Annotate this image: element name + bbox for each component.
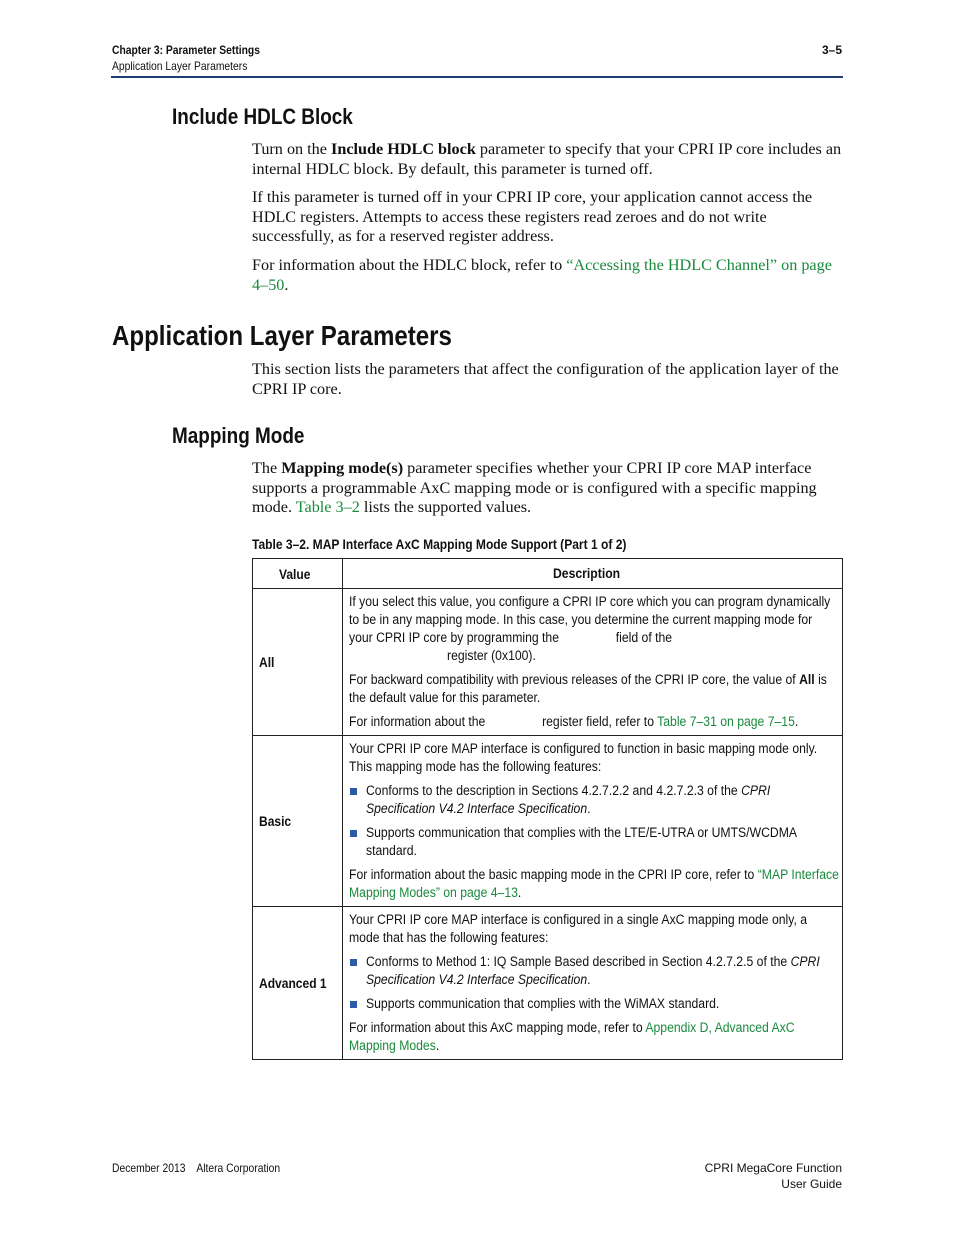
all-d3-post: . bbox=[794, 714, 799, 730]
map-interface-modes-link[interactable]: “MAP Interface Mapping Modes” on page 4–13 bbox=[349, 867, 839, 901]
hdlc-p1-pre: Turn on the bbox=[252, 140, 332, 158]
mapping-p-pre: The bbox=[252, 459, 282, 477]
table-header-row bbox=[253, 559, 842, 588]
table-row bbox=[253, 588, 842, 735]
mapping-p-param: Mapping mode(s) bbox=[281, 459, 404, 477]
header-description-cell bbox=[343, 559, 842, 588]
bullet-item bbox=[349, 995, 919, 1013]
basic-b1-a: Conforms to the description in Sections 4.2.7.2.2 and 4.2.7.2.3 of the bbox=[366, 783, 742, 799]
all-d2-bold: All bbox=[799, 672, 815, 688]
advanced-b1-post: . bbox=[587, 972, 591, 988]
advanced-b1-spec: CPRI Specification V4.2 Interface Specification bbox=[366, 954, 820, 988]
header-description-text: Description bbox=[553, 565, 621, 582]
footer-guide: User Guide bbox=[781, 1177, 842, 1191]
value-basic: Basic bbox=[259, 813, 292, 829]
basic-outro bbox=[349, 866, 839, 902]
footer-product: CPRI MegaCore Function bbox=[704, 1161, 842, 1175]
advanced-bullet-1 bbox=[366, 953, 830, 989]
heading-mapping-mode bbox=[172, 423, 326, 449]
all-d1-c: register (0x100). bbox=[447, 648, 536, 664]
hdlc-p3-post: . bbox=[284, 275, 289, 294]
hdlc-channel-link[interactable]: “Accessing the HDLC Channel” on page 4–50 bbox=[252, 256, 832, 294]
value-cell bbox=[253, 736, 343, 906]
table-caption bbox=[252, 536, 687, 552]
table-7-31-link[interactable]: Table 7–31 on page 7–15 bbox=[657, 714, 795, 730]
header-section-text: Application Layer Parameters bbox=[112, 59, 248, 73]
value-all: All bbox=[259, 654, 275, 670]
basic-outro-post: . bbox=[517, 885, 522, 901]
value-cell bbox=[253, 589, 343, 735]
heading-include-hdlc-text: Include HDLC Block bbox=[172, 104, 353, 129]
value-cell bbox=[253, 907, 343, 1059]
heading-include-hdlc bbox=[172, 104, 382, 130]
basic-bullet-2: Supports communication that complies with the LTE/E-UTRA or UMTS/WCDMA standard. bbox=[366, 825, 797, 859]
advanced-bullet-2: Supports communication that complies with the WiMAX standard. bbox=[366, 996, 720, 1012]
all-d2-b: is the default value for this parameter. bbox=[349, 672, 827, 706]
header-chapter bbox=[112, 43, 284, 57]
advanced-intro: Your CPRI IP core MAP interface is configured in a single AxC mapping mode only, a mode that has the following features: bbox=[349, 912, 808, 946]
all-d3-b: register field, refer to bbox=[542, 714, 658, 730]
square-bullet-icon bbox=[350, 830, 357, 837]
advanced-outro-post: . bbox=[435, 1038, 440, 1054]
basic-bullet-1 bbox=[366, 782, 830, 818]
table-3-2-link[interactable]: Table 3–2 bbox=[295, 498, 360, 517]
all-d1-a: If you select this value, you configure a CPRI IP core which you can program dynamically to be in any mapping mode. In this case, you determine the current mapping mode for your CPRI IP core by programming the bbox=[349, 594, 831, 646]
footer-date-company-text: December 2013 Altera Corporation bbox=[112, 1161, 281, 1175]
basic-intro: Your CPRI IP core MAP interface is configured to function in basic mapping mode only. This mapping mode has the following features: bbox=[349, 741, 818, 775]
mapping-p-post: lists the supported values. bbox=[359, 498, 532, 517]
basic-b1-spec: CPRI Specification V4.2 Interface Specification bbox=[366, 783, 771, 817]
all-d3-a: For information about the bbox=[349, 714, 486, 730]
hdlc-paragraph-2: If this parameter is turned off in your CPRI IP core, your application cannot access the HDLC registers. Attempts to access these registers read zeroes and do not write successfully, as for a reserved register address. bbox=[252, 188, 813, 246]
all-description-1 bbox=[349, 593, 839, 665]
square-bullet-icon bbox=[350, 959, 357, 966]
description-cell bbox=[343, 736, 925, 906]
hdlc-p3-pre: For information about the HDLC block, refer to bbox=[252, 256, 567, 274]
header-section bbox=[112, 59, 269, 73]
bullet-item bbox=[349, 824, 919, 860]
heading-application-layer-text: Application Layer Parameters bbox=[112, 320, 452, 351]
hdlc-paragraph-1 bbox=[252, 140, 844, 179]
value-advanced-1: Advanced 1 bbox=[259, 975, 327, 991]
advanced-outro-a: For information about this AxC mapping mode, refer to bbox=[349, 1020, 646, 1036]
square-bullet-icon bbox=[350, 788, 357, 795]
hdlc-p1-post: parameter to specify that your CPRI IP core includes an internal HDLC block. By default, this parameter is turned off. bbox=[252, 140, 842, 178]
heading-mapping-mode-text: Mapping Mode bbox=[172, 423, 305, 448]
header-chapter-text: Chapter 3: Parameter Settings bbox=[112, 43, 260, 57]
table-row bbox=[253, 906, 842, 1059]
all-description-3 bbox=[349, 713, 839, 731]
square-bullet-icon bbox=[350, 1001, 357, 1008]
hdlc-p1-param: Include HDLC block bbox=[331, 140, 476, 158]
table-caption-text: Table 3–2. MAP Interface AxC Mapping Mode Support (Part 1 of 2) bbox=[252, 536, 627, 552]
description-cell bbox=[343, 589, 925, 735]
mapping-mode-table bbox=[252, 558, 843, 1060]
footer-date-company bbox=[112, 1161, 307, 1175]
basic-b1-post: . bbox=[587, 801, 591, 817]
all-d1-b: field of the bbox=[615, 630, 673, 646]
all-description-2 bbox=[349, 671, 839, 707]
description-cell bbox=[343, 907, 925, 1059]
basic-outro-a: For information about the basic mapping mode in the CPRI IP core, refer to bbox=[349, 867, 758, 883]
bullet-item bbox=[349, 953, 919, 989]
bullet-item bbox=[349, 782, 919, 818]
advanced-b1-a: Conforms to Method 1: IQ Sample Based described in Section 4.2.7.2.5 of the bbox=[366, 954, 791, 970]
header-value-text: Value bbox=[279, 565, 311, 582]
appendix-d-link[interactable]: Appendix D, Advanced AxC Mapping Modes bbox=[349, 1020, 795, 1054]
heading-application-layer bbox=[112, 320, 507, 352]
app-layer-intro: This section lists the parameters that affect the configuration of the application layer of the CPRI IP core. bbox=[252, 360, 839, 398]
header-page-number: 3–5 bbox=[821, 43, 842, 57]
advanced-outro bbox=[349, 1019, 839, 1055]
header-rule bbox=[111, 76, 843, 78]
mapping-p-mid: parameter specifies whether your CPRI IP core MAP interface supports a programmable AxC mapping mode or is configured with a specific mapping mode. bbox=[252, 459, 817, 517]
mapping-paragraph bbox=[252, 459, 844, 518]
all-d2-a: For backward compatibility with previous releases of the CPRI IP core, the value of bbox=[349, 672, 800, 688]
table-row bbox=[253, 735, 842, 906]
header-value-cell bbox=[253, 559, 343, 588]
hdlc-paragraph-3 bbox=[252, 256, 844, 295]
